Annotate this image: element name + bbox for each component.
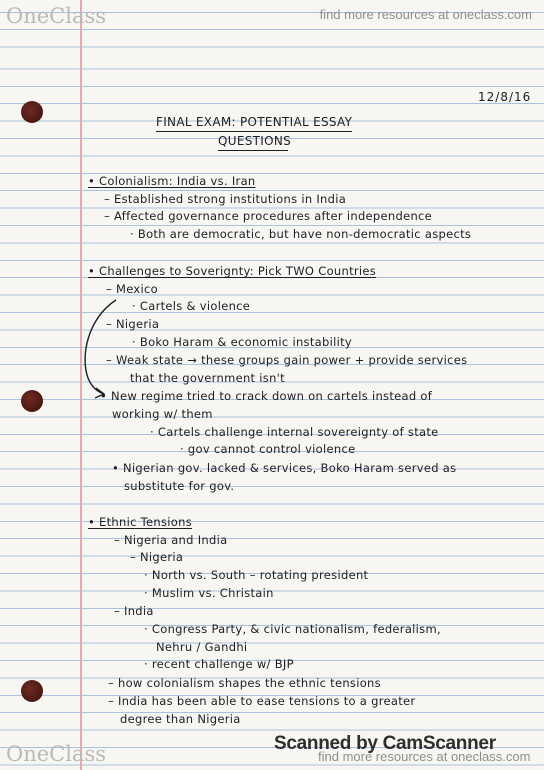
heading-sovereignty: • Challenges to Soverignty: Pick TWO Countries — [88, 264, 377, 278]
note-line: – Nigeria — [106, 317, 160, 331]
note-line: · gov cannot control violence — [180, 442, 356, 456]
note-line: · Congress Party, & civic nationalism, federalism, — [144, 622, 441, 636]
note-line: working w/ them — [112, 407, 213, 421]
note-line: • Nigerian gov. lacked & services, Boko Haram served as — [112, 461, 457, 475]
scanner-badge: Scanned by CamScanner — [274, 733, 496, 754]
note-line: substitute for gov. — [124, 479, 235, 493]
heading-ethnic-tensions: • Ethnic Tensions — [88, 515, 193, 529]
note-line: – how colonialism shapes the ethnic tensions — [108, 676, 381, 690]
watermark-link-bottom[interactable]: find more resources at oneclass.com — [318, 749, 531, 764]
note-line: – Mexico — [106, 282, 158, 296]
note-line: – India — [114, 604, 154, 618]
note-line: · Cartels challenge internal sovereignty of state — [150, 425, 439, 439]
watermark-link[interactable]: find more resources at oneclass.com — [319, 7, 532, 22]
note-line: · recent challenge w/ BJP — [144, 657, 294, 671]
note-date: 12/8/16 — [478, 90, 532, 104]
note-line: • New regime tried to crack down on cartels instead of — [100, 389, 433, 403]
note-line: that the government isn't — [130, 371, 285, 385]
note-line: – Affected governance procedures after independence — [104, 209, 433, 223]
note-line: Nehru / Gandhi — [156, 640, 248, 654]
note-line: – Nigeria — [130, 550, 184, 564]
watermark-logo-bottom: OneClass — [6, 742, 107, 766]
note-line: – Nigeria and India — [114, 533, 228, 547]
note-line: · Boko Haram & economic instability — [132, 335, 352, 349]
title-line-2: QUESTIONS — [218, 134, 292, 148]
note-line: – Weak state → these groups gain power + provide services — [106, 353, 468, 367]
note-line: · North vs. South – rotating president — [144, 568, 369, 582]
note-line: – India has been able to ease tensions to a greater — [108, 694, 416, 708]
title-line-1: FINAL EXAM: POTENTIAL ESSAY — [156, 115, 353, 129]
heading-colonialism: • Colonialism: India vs. Iran — [88, 174, 256, 188]
note-line: · Muslim vs. Christain — [144, 586, 274, 600]
note-line: – Established strong institutions in India — [104, 192, 347, 206]
watermark-logo: OneClass — [6, 4, 107, 28]
note-line: · Cartels & violence — [132, 299, 251, 313]
note-line: · Both are democratic, but have non-democratic aspects — [130, 227, 472, 241]
note-line: degree than Nigeria — [120, 712, 241, 726]
